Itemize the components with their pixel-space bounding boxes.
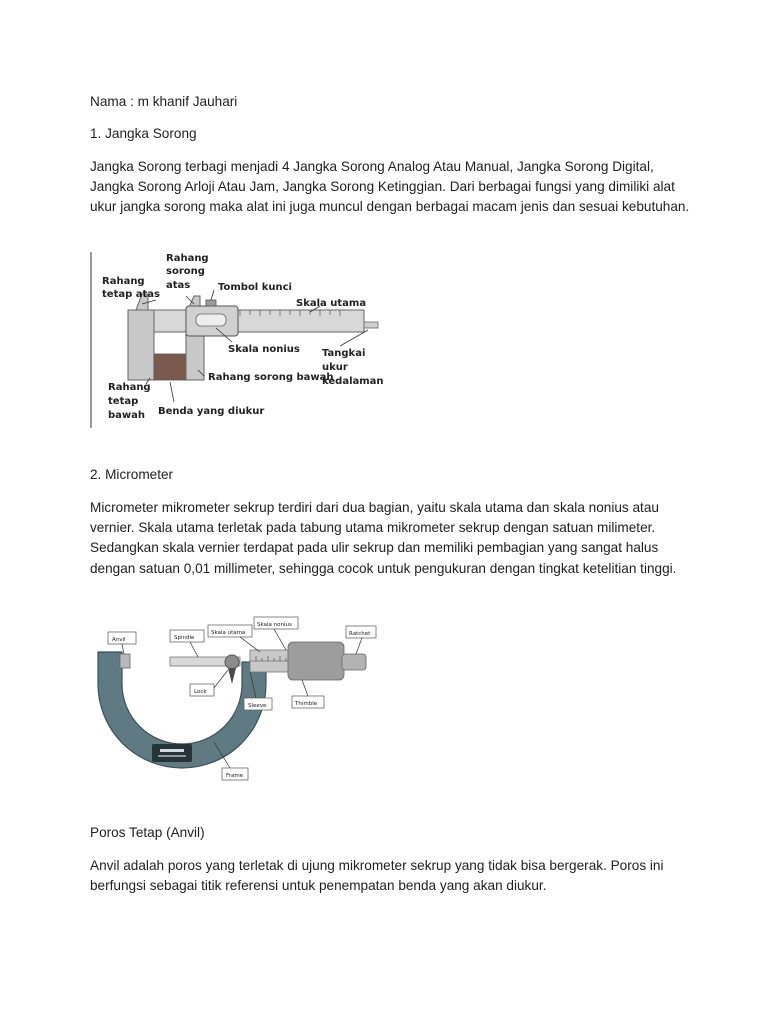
- label-anvil: Anvil: [112, 637, 126, 643]
- label-skala-utama: Skala utama: [296, 298, 367, 309]
- label-rahang-sorong-bawah: Rahang sorong bawah: [208, 372, 334, 383]
- label-ratchet: Ratchet: [349, 631, 371, 637]
- label-lock: Lock: [194, 689, 207, 695]
- section-title-jangka-sorong: 1. Jangka Sorong: [90, 126, 197, 141]
- fixed-lower-jaw: [128, 310, 154, 380]
- lock-part: [225, 655, 239, 669]
- label-benda: Benda yang diukur: [158, 406, 265, 417]
- brand-plate-mark: [160, 749, 184, 752]
- ratchet-part: [342, 654, 366, 670]
- paragraph-micrometer: Micrometer mikrometer sekrup terdiri dari dua bagian, yaitu skala utama dan skala nonius atau vernier. Skala utama terletak pada tabung utama mikrometer sekrup dengan satuan milimeter. Sedangkan skala vernier terdapat pada ulir sekrup dan memiliki pembagian yang sangat halus dengan satuan 0,01 millimeter, sehingga cocok untuk pengukuran dengan tingkat ketelitian tinggi.: [90, 500, 677, 576]
- label-rahang-tetap-atas-1: Rahang: [102, 276, 145, 287]
- paragraph-anvil: Anvil adalah poros yang terletak di ujung mikrometer sekrup yang tidak bisa bergerak. Poros ini berfungsi sebagai titik referensi untuk penempatan benda yang akan diukur.: [90, 858, 664, 894]
- caliper-diagram: [90, 250, 390, 430]
- section-title-anvil: Poros Tetap (Anvil): [90, 825, 205, 840]
- label-tangkai-3: kedalaman: [322, 376, 384, 387]
- anvil-part: [120, 654, 130, 668]
- label-rahang-sorong-atas-1: Rahang: [166, 253, 209, 264]
- label-frame: Frame: [226, 773, 244, 779]
- lock-screw: [206, 300, 216, 306]
- label-skala-utama-micrometer: Skala utama: [211, 630, 246, 636]
- label-tangkai-1: Tangkai: [322, 348, 366, 359]
- label-thimble: Thimble: [295, 701, 318, 707]
- brand-plate: [152, 744, 192, 762]
- student-name: Nama : m khanif Jauhari: [90, 94, 238, 109]
- label-skala-nonius: Skala nonius: [228, 344, 300, 355]
- label-tangkai-2: ukur: [322, 362, 348, 373]
- label-skala-nonius-micrometer: Skala nonius: [257, 622, 292, 628]
- measured-object: [154, 354, 186, 380]
- micrometer-diagram: [90, 612, 386, 784]
- label-rahang-tetap-bawah-2: tetap: [108, 396, 139, 407]
- brand-plate-mark-2: [158, 755, 186, 757]
- label-rahang-sorong-atas-3: atas: [166, 280, 191, 291]
- thimble-part: [288, 642, 344, 680]
- label-spindle: Spindle: [174, 635, 195, 641]
- label-rahang-sorong-atas-2: sorong: [166, 266, 205, 277]
- label-rahang-tetap-bawah-1: Rahang: [108, 382, 151, 393]
- section-title-micrometer: 2. Micrometer: [90, 467, 174, 482]
- label-sleeve: Sleeve: [248, 703, 267, 709]
- vernier-window: [196, 314, 226, 326]
- depth-rod: [364, 322, 378, 328]
- lock-lever: [228, 668, 236, 684]
- label-tombol-kunci: Tombol kunci: [218, 282, 292, 293]
- label-rahang-tetap-atas-2: tetap atas: [102, 289, 160, 300]
- paragraph-jangka-sorong: Jangka Sorong terbagi menjadi 4 Jangka Sorong Analog Atau Manual, Jangka Sorong Digital, Jangka Sorong Arloji Atau Jam, Jangka Sorong Ketinggian. Dari berbagai fungsi yang dimiliki alat ukur jangka sorong maka alat ini juga muncul dengan berbagai macam jenis dan sesuai kebutuhan.: [90, 159, 690, 215]
- label-rahang-tetap-bawah-3: bawah: [108, 410, 146, 421]
